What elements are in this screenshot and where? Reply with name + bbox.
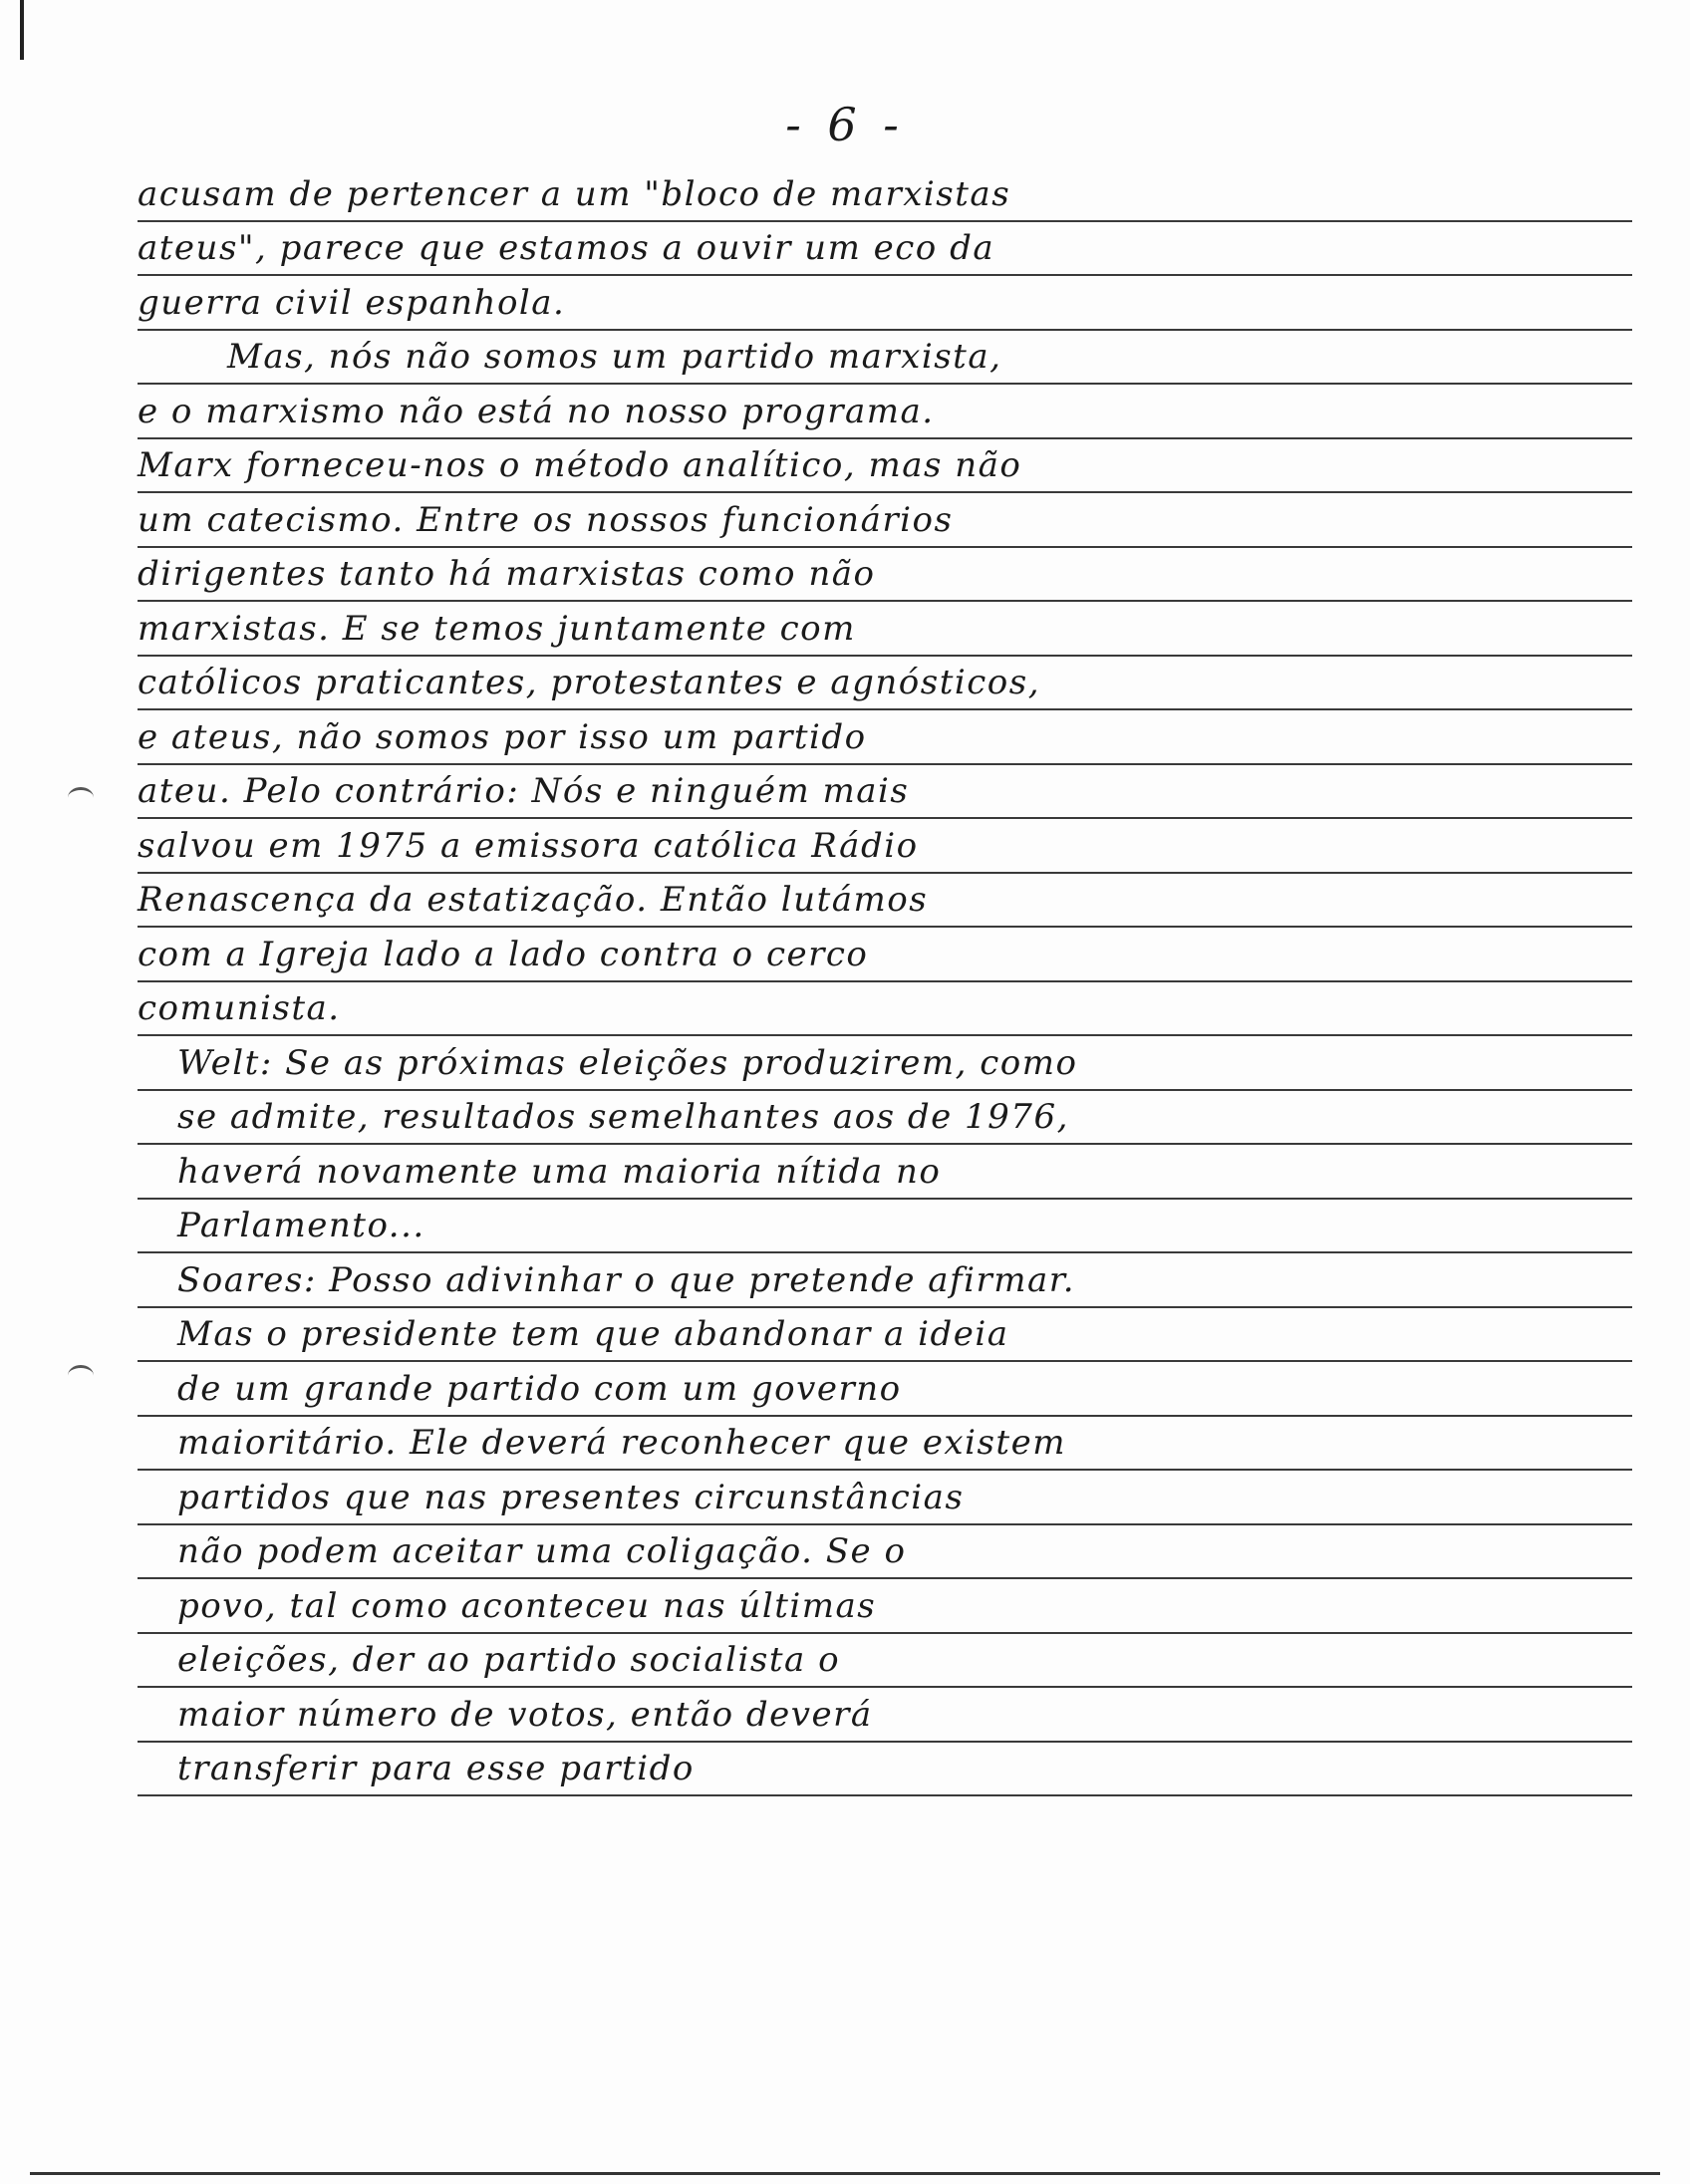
handwritten-line-text: povo, tal como aconteceu nas últimas: [177, 1585, 877, 1626]
handwritten-line-text: ateus", parece que estamos a ouvir um eco da: [138, 228, 995, 268]
handwritten-line-text: marxistas. E se temos juntamente com: [138, 608, 856, 649]
ruled-line: [138, 1362, 1632, 1417]
ruled-line: [138, 385, 1632, 439]
handwritten-line-text: de um grande partido com um governo: [177, 1368, 902, 1409]
handwritten-line-text: Welt: Se as próximas eleições produzirem, como: [177, 1042, 1078, 1083]
ruled-line: [138, 548, 1632, 603]
ruled-line: [138, 710, 1632, 765]
ruled-line: [138, 167, 1632, 222]
ruled-line: [138, 928, 1632, 982]
ruled-line: [138, 1743, 1632, 1797]
handwritten-text-body: [138, 167, 1632, 1796]
ruled-line: [138, 874, 1632, 929]
ruled-line: [138, 1253, 1632, 1308]
ruled-line: [138, 1308, 1632, 1363]
ruled-line: [138, 1091, 1632, 1146]
handwritten-line-text: com a Igreja lado a lado contra o cerco: [138, 934, 869, 974]
handwritten-line-text: Renascença da estatização. Então lutámos: [138, 880, 929, 920]
handwritten-line-text: dirigentes tanto há marxistas como não: [138, 554, 876, 594]
handwritten-line-text: maior número de votos, então deverá: [177, 1694, 873, 1735]
ruled-line: [138, 1200, 1632, 1254]
punch-hole-bottom: [68, 1365, 94, 1386]
handwritten-line-text: maioritário. Ele deverá reconhecer que existem: [177, 1423, 1066, 1463]
handwritten-line-text: salvou em 1975 a emissora católica Rádio: [138, 825, 919, 866]
ruled-line: [138, 602, 1632, 657]
ruled-line: [138, 1525, 1632, 1580]
handwritten-line-text: Mas, nós não somos um partido marxista,: [227, 337, 1002, 377]
ruled-line: [138, 222, 1632, 277]
handwritten-line-text: eleições, der ao partido socialista o: [177, 1640, 841, 1680]
ruled-line: [138, 819, 1632, 874]
ruled-line: [138, 1036, 1632, 1091]
ruled-line: [138, 657, 1632, 711]
handwritten-line-text: católicos praticantes, protestantes e agnósticos,: [138, 663, 1041, 702]
handwritten-line-text: acusam de pertencer a um "bloco de marxistas: [138, 173, 1011, 214]
ruled-line: [138, 1634, 1632, 1689]
handwritten-line-text: comunista.: [138, 988, 341, 1028]
ruled-line: [138, 331, 1632, 386]
handwritten-line-text: Marx forneceu-nos o método analítico, mas não: [138, 445, 1022, 485]
ruled-line: [138, 1579, 1632, 1634]
ruled-line: [138, 1145, 1632, 1200]
ruled-line: [138, 493, 1632, 548]
handwritten-line-text: ateu. Pelo contrário: Nós e ninguém mais: [138, 771, 910, 811]
handwritten-line-text: um catecismo. Entre os nossos funcionários: [138, 499, 954, 540]
page-edge-mark: [20, 0, 24, 60]
ruled-line: [138, 982, 1632, 1037]
handwritten-line-text: se admite, resultados semelhantes aos de 1976,: [177, 1097, 1069, 1137]
handwritten-line-text: e ateus, não somos por isso um partido: [138, 716, 867, 757]
handwritten-line-text: partidos que nas presentes circunstâncias: [177, 1477, 965, 1517]
ruled-line: [138, 765, 1632, 820]
ruled-line: [138, 276, 1632, 331]
handwritten-line-text: Soares: Posso adivinhar o que pretende afirmar.: [177, 1259, 1076, 1300]
handwritten-line-text: e o marxismo não está no nosso programa.: [138, 391, 935, 431]
page-number: - 6 -: [785, 98, 905, 151]
handwritten-line-text: não podem aceitar uma coligação. Se o: [177, 1531, 907, 1571]
punch-hole-top: [68, 787, 94, 808]
handwritten-line-text: guerra civil espanhola.: [138, 282, 566, 323]
handwritten-line-text: haverá novamente uma maioria nítida no: [177, 1151, 942, 1192]
ruled-line: [138, 1688, 1632, 1743]
handwritten-line-text: transferir para esse partido: [177, 1749, 695, 1788]
handwritten-line-text: Mas o presidente tem que abandonar a ideia: [177, 1314, 1009, 1354]
handwritten-line-text: Parlamento...: [177, 1206, 425, 1245]
ruled-line: [138, 1417, 1632, 1472]
ruled-line: [138, 1471, 1632, 1525]
ruled-line: [138, 439, 1632, 494]
bottom-rule: [30, 2172, 1660, 2175]
